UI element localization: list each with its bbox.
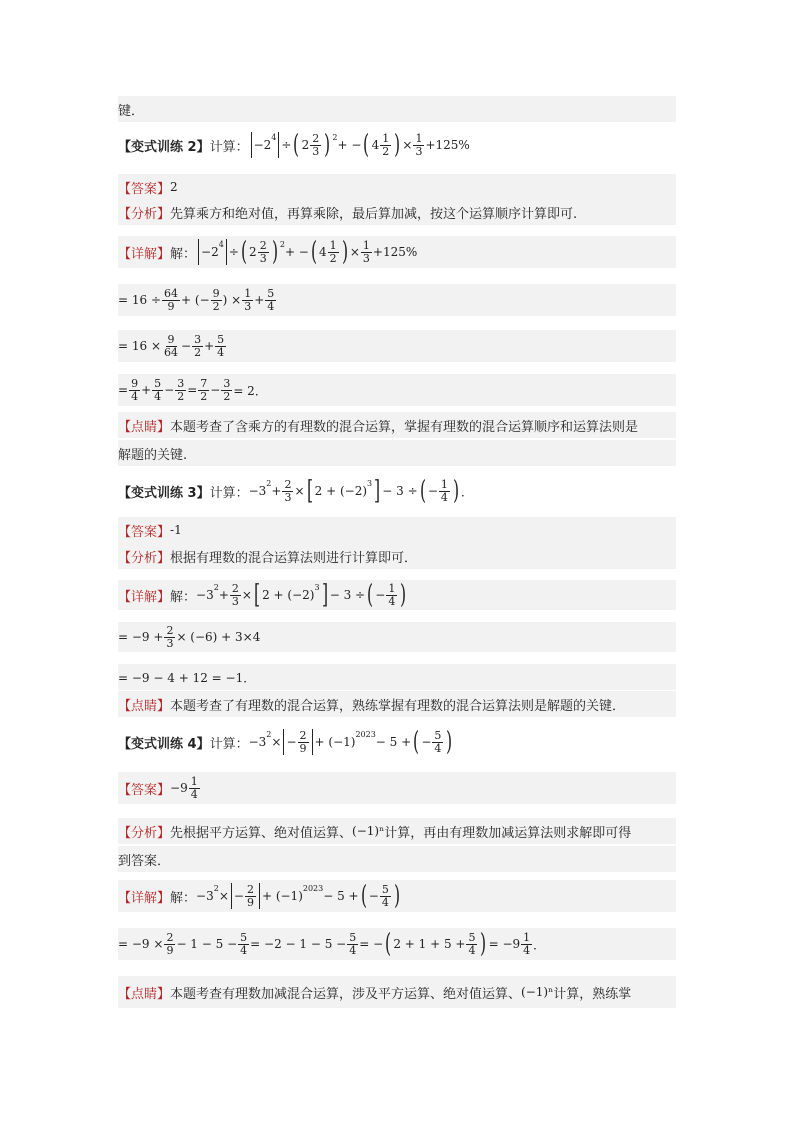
variant3-comment: 【点睛】 本题考查了有理数的混合运算，熟练掌握有理数的混合运算法则是解题的关键． bbox=[118, 691, 676, 717]
variant3-question: 【变式训练 3】 计算： −3 2 + $\frac{2}{3}$ × [ 2 + (−2) 3 ] − 3 ÷ ( − $\frac{1}{4}$ ) ． bbox=[118, 476, 474, 506]
variant2-detail: 【详解】 解： −2 4 ÷ ( 2 $\frac{2}{3}$ ) 2 + − ( 4 $\frac{1}{2}$ ) × $\frac{1}{3}$ +125% bbox=[118, 236, 676, 268]
variant2-answer: 【答案】 2 bbox=[118, 174, 676, 200]
variant4-question: 【变式训练 4】 计算： −3 2 × − $\frac{2}{9}$ + (−1) 2023 − 5 + ( − $\frac{5}{4}$ ) bbox=[118, 726, 676, 758]
variant4-expression: −3 2 × − $\frac{2}{9}$ + (−1) 2023 − 5 + ( − $\frac{5}{4}$ ) bbox=[248, 727, 453, 757]
variant3-expression: −3 2 + $\frac{2}{3}$ × [ 2 + (−2) 3 ] − 3 ÷ ( − $\frac{1}{4}$ ) ． bbox=[248, 476, 474, 506]
variant3-step2: = −9 − 4 + 12 = −1． bbox=[118, 664, 676, 690]
variant2-question: 【变式训练 2】 计算： −2 4 ÷ ( 2 $\frac{2}{3}$ ) 2 + − ( 4 $\frac{1}{2}$ ) × $\frac{1}{3}$ +125% bbox=[118, 130, 470, 160]
variant3-detail: 【详解】 解： −3 2 + $\frac{2}{3}$ × [ 2 + (−2) 3 ] − 3 ÷ ( − $\frac{1}{4}$ ) bbox=[118, 580, 676, 610]
variant2-label: 【变式训练 2】 bbox=[118, 139, 210, 155]
variant4-detail: 【详解】 解： −3 2 × − $\frac{2}{9}$ + (−1) 2023 − 5 + ( − $\frac{5}{4}$ ) bbox=[118, 880, 676, 912]
variant4-analysis: 【分析】 先根据平方运算、绝对值运算、 (−1)ⁿ 计算，再由有理数加减运算法则求解即可得 bbox=[118, 818, 676, 844]
variant3-analysis: 【分析】 根据有理数的混合运算法则进行计算即可． bbox=[118, 543, 676, 569]
variant4-analysis-cont: 到答案． bbox=[118, 846, 676, 872]
variant3-label: 【变式训练 3】 bbox=[118, 485, 210, 501]
variant2-step2: = 16 × $\frac{9}{64}$ − $\frac{3}{2}$ + $\frac{5}{4}$ bbox=[118, 330, 676, 362]
variant2-step3: = $\frac{9}{4}$ + $\frac{5}{4}$ − $\frac{3}{2}$ = $\frac{7}{2}$ − $\frac{3}{2}$ = 2． bbox=[118, 374, 676, 406]
variant2-step1: = 16 ÷ $\frac{64}{9}$ + (− $\frac{9}{2}$ ) × $\frac{1}{3}$ + $\frac{5}{4}$ bbox=[118, 284, 676, 316]
continued-text-line: 键． bbox=[118, 96, 676, 122]
variant3-step1: = −9 + $\frac{2}{3}$ × (−6) + 3×4 bbox=[118, 622, 676, 652]
variant4-answer: 【答案】 −9 $\frac{1}{4}$ bbox=[118, 772, 676, 804]
variant3-answer: 【答案】 -1 bbox=[118, 517, 676, 543]
variant2-analysis: 【分析】 先算乘方和绝对值，再算乘除，最后算加减，按这个运算顺序计算即可. bbox=[118, 199, 676, 225]
variant2-expression: −2 4 ÷ ( 2 $\frac{2}{3}$ ) 2 + − ( 4 $\frac{1}{2}$ ) × $\frac{1}{3}$ +125% bbox=[249, 132, 470, 158]
variant2-comment-cont: 解题的关键. bbox=[118, 440, 676, 466]
variant2-comment: 【点睛】 本题考查了含乘方的有理数的混合运算，掌握有理数的混合运算顺序和运算法则是 bbox=[118, 412, 676, 438]
variant4-step1: = −9 × $\frac{2}{9}$ − 1 − 5 − $\frac{5}{4}$ = −2 − 1 − 5 − $\frac{5}{4}$ = − ( 2 + 1 + 5 + $\frac{5}{4}$ ) = −9 $\frac{1}{4}$ ． bbox=[118, 928, 676, 960]
variant4-label: 【变式训练 4】 bbox=[118, 736, 210, 752]
variant4-comment: 【点睛】 本题考查有理数加减混合运算，涉及平方运算、绝对值运算、 (−1)ⁿ 计算，熟练掌 bbox=[118, 976, 676, 1008]
